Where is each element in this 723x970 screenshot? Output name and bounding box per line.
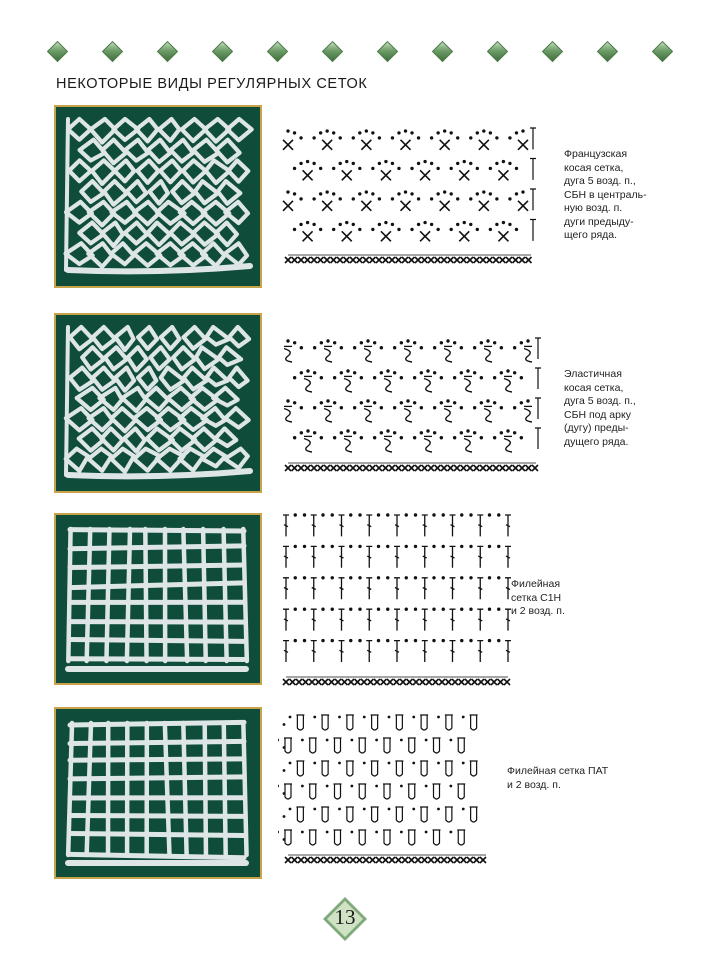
ornament-diamond-icon bbox=[597, 40, 618, 61]
caption-line: СБН под арку bbox=[564, 408, 631, 421]
caption-filet-pat bbox=[507, 765, 647, 792]
caption-line: дуга 5 возд. п., bbox=[564, 175, 636, 187]
caption-line: косая сетка, bbox=[564, 161, 624, 174]
swatch-photo-filet-c1h bbox=[54, 513, 262, 685]
caption-line: Филейная bbox=[511, 578, 561, 590]
caption-line: дуга 5 возд. п., bbox=[564, 395, 636, 407]
ornament-diamond-icon bbox=[432, 40, 453, 61]
chart-diagram-filet-c1h bbox=[278, 505, 514, 690]
caption-filet-c1h bbox=[511, 578, 631, 619]
caption-line: и 2 возд. п. bbox=[511, 605, 565, 617]
ornament-diamond-icon bbox=[102, 40, 123, 61]
swatch-photo-filet-pat bbox=[54, 707, 262, 879]
ornament-diamond-icon bbox=[377, 40, 398, 61]
ornament-diamond-icon bbox=[322, 40, 343, 61]
caption-line: Эластичная bbox=[564, 368, 622, 380]
ornament-diamond-icon bbox=[157, 40, 178, 61]
caption-line: дуги предыду- bbox=[564, 215, 634, 228]
caption-line: (дугу) преды- bbox=[564, 422, 629, 434]
swatch-photo-elastic bbox=[54, 313, 262, 493]
chart-diagram-french bbox=[278, 120, 543, 270]
caption-line: ную возд. п. bbox=[564, 202, 623, 214]
caption-line: СБН в централь- bbox=[564, 188, 647, 201]
caption-line: дущего ряда. bbox=[564, 435, 629, 448]
caption-line: Французская bbox=[564, 148, 628, 160]
ornament-diamond-icon bbox=[487, 40, 508, 61]
page-title: НЕКОТОРЫЕ ВИДЫ РЕГУЛЯРНЫХ СЕТОК bbox=[56, 76, 368, 92]
chart-diagram-elastic bbox=[278, 330, 548, 478]
ornament-row bbox=[50, 40, 670, 62]
caption-line: Филейная сетка ПАТ bbox=[507, 765, 609, 777]
ornament-diamond-icon bbox=[212, 40, 233, 61]
ornament-diamond-icon bbox=[652, 40, 673, 61]
page-number: 13 bbox=[334, 905, 356, 929]
caption-line: сетка С1Н bbox=[511, 591, 562, 604]
chart-diagram-filet-pat bbox=[278, 707, 498, 865]
caption-line: щего ряда. bbox=[564, 229, 618, 241]
caption-line: и 2 возд. п. bbox=[507, 778, 561, 791]
ornament-diamond-icon bbox=[267, 40, 288, 61]
ornament-diamond-icon bbox=[47, 40, 68, 61]
ornament-diamond-icon bbox=[542, 40, 563, 61]
swatch-photo-french bbox=[54, 105, 262, 288]
caption-french bbox=[564, 148, 684, 243]
caption-elastic bbox=[564, 368, 684, 449]
caption-line: косая сетка, bbox=[564, 381, 624, 394]
